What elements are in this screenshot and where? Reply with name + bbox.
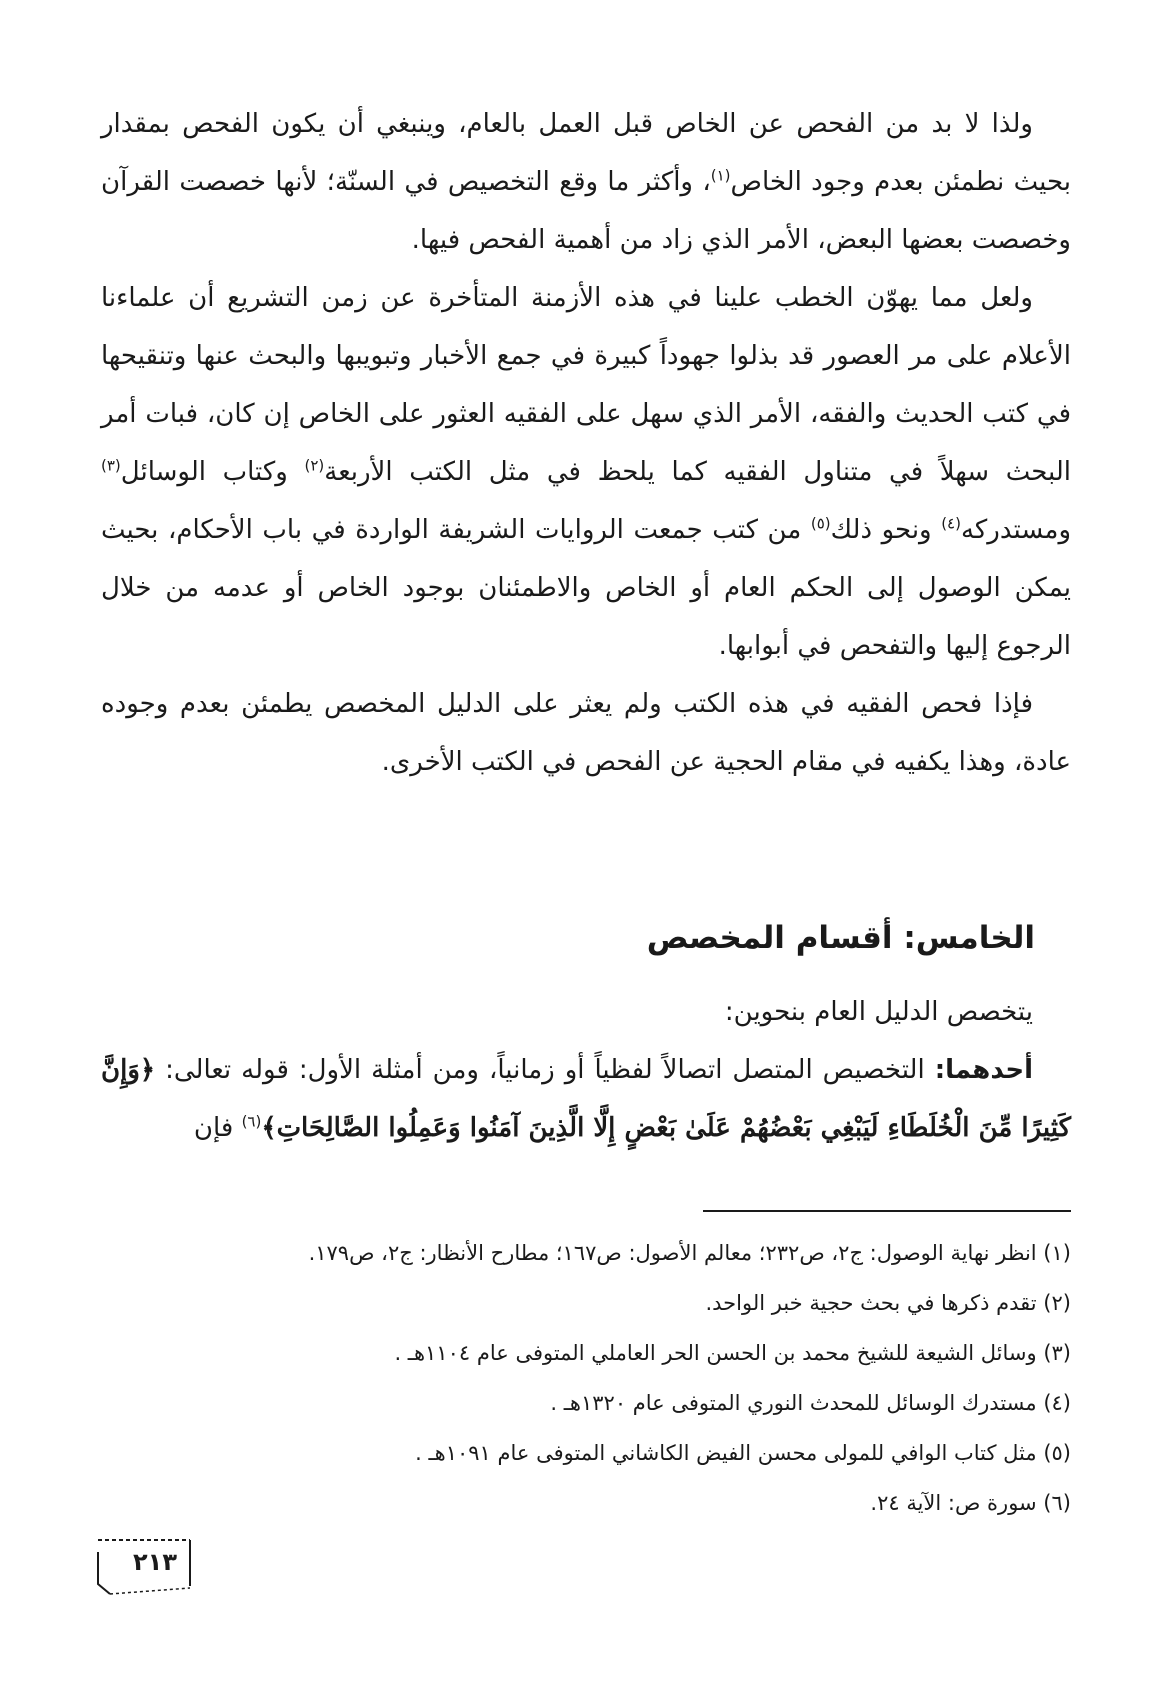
first-type-text: التخصيص المتصل اتصالاً لفظياً أو زمانياً، ومن أمثلة الأول: قوله تعالى: [155, 1055, 935, 1085]
paragraph-text: ونحو ذلك [830, 515, 942, 545]
footnote-ref-6[interactable]: (٦) [241, 1112, 262, 1131]
footnote-2: (٢) تقدم ذكرها في بحث حجية خبر الواحد. [705, 1291, 1071, 1315]
paragraph [101, 95, 1071, 269]
section-first-type [101, 1041, 1071, 1157]
footnote-4: (٤) مستدرك الوسائل للمحدث النوري المتوفى عام ١٣٢٠هـ . [550, 1391, 1071, 1415]
paragraph-text: فإذا فحص الفقيه في هذه الكتب ولم يعثر على الدليل المخصص يطمئن بعدم وجوده عادة، وهذا يكفيه في مقام الحجية عن الفحص في الكتب الأخرى. [101, 689, 1071, 777]
quran-verse: وَإِنَّ كَثِيرًا مِّنَ الْخُلَطَاءِ لَيَبْغِي بَعْضُهُمْ عَلَىٰ بَعْضٍ إِلَّا الَّذِينَ آمَنُوا وَعَمِلُوا الصَّالِحَاتِ [101, 1055, 1071, 1143]
paragraph-text: ولذا لا بد من الفحص عن الخاص قبل العمل بالعام، وينبغي أن يكون الفحص بمقدار بحيث نطمئن بعدم وجود الخاص [101, 109, 1072, 197]
footnote-3: (٣) وسائل الشيعة للشيخ محمد بن الحسن الحر العاملي المتوفى عام ١١٠٤هـ . [394, 1341, 1071, 1365]
footnote-ref[interactable]: (٥) [810, 514, 831, 533]
paragraph-text: ، وأكثر ما وقع التخصيص في السنّة؛ لأنها خصصت القرآن وخصصت بعضها البعض، الأمر الذي زاد من أهمية الفحص فيها. [101, 167, 1071, 255]
paragraph [101, 675, 1071, 791]
paragraph-text: وكتاب الوسائل [120, 457, 305, 487]
footnote-6: (٦) سورة ص: الآية ٢٤. [870, 1491, 1071, 1515]
paragraph-text: ولعل مما يهوّن الخطب علينا في هذه الأزمنة المتأخرة عن زمن التشريع أن علماءنا الأعلام على مر العصور قد بذلوا جهوداً كبيرة في جمع الأخبار وتبويبها والبحث عنها وتنقيحها في كتب الحديث والفقه، الأمر الذي سهل على الفقيه العثور على الخاص إن كان، فبات أمر البحث سهلاً في متناول الفقيه كما يلحظ في مثل الكتب الأربعة [101, 283, 1072, 487]
paragraph-text: ومستدركه [960, 515, 1072, 545]
section-body [101, 983, 1071, 1157]
verse-close-bracket: ﴾ [261, 1113, 277, 1143]
footnote-ref[interactable]: (٢) [304, 456, 325, 475]
footnote-ref[interactable]: (١) [710, 166, 731, 185]
footnote-5: (٥) مثل كتاب الوافي للمولى محسن الفيض الكاشاني المتوفى عام ١٠٩١هـ . [415, 1441, 1071, 1465]
paragraph [101, 269, 1071, 675]
main-text-block [101, 95, 1071, 791]
section-intro: يتخصص الدليل العام بنحوين: [724, 997, 1033, 1027]
footnote-separator [703, 1210, 1071, 1212]
first-type-label: أحدهما: [934, 1055, 1033, 1085]
footnote-ref[interactable]: (٤) [941, 514, 961, 533]
section-heading: الخامس: أقسام المخصص [646, 920, 1035, 956]
verse-open-bracket: ﴿ [139, 1055, 156, 1085]
page-number: ٢١٣ [133, 1548, 177, 1576]
paragraph-text: من كتب جمعت الروايات الشريفة الواردة في باب الأحكام، بحيث يمكن الوصول إلى الحكم العام أو الخاص والاطمئنان بوجود الخاص أو عدمه من خلال الرجوع إليها والتفحص في أبوابها. [101, 515, 1071, 661]
footnotes [101, 1228, 1071, 1528]
footnote-1: (١) انظر نهاية الوصول: ج٢، ص٢٣٢؛ معالم الأصول: ص١٦٧؛ مطارح الأنظار: ج٢، ص١٧٩. [308, 1241, 1071, 1265]
continuation-text: فإن [193, 1113, 242, 1143]
footnote-ref[interactable]: (٣) [101, 456, 121, 475]
